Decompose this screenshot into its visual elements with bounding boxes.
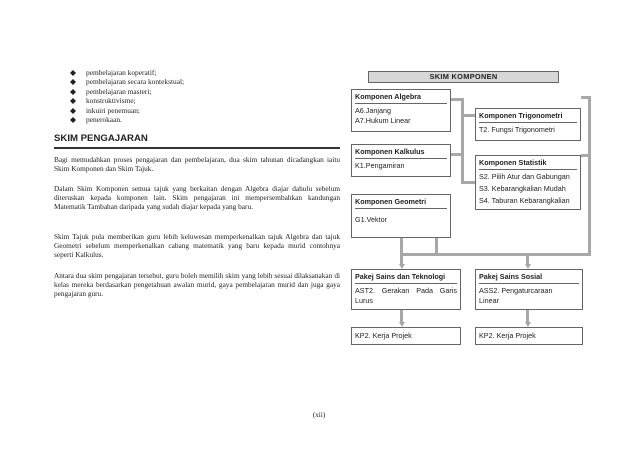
bullet-text: inkuiri penemuan; (86, 105, 140, 115)
bullet-text: pembelajaran koperatif; (86, 68, 157, 77)
diagram-title: SKIM KOMPONEN (368, 71, 559, 83)
paragraph-skim-tajuk: Skim Tajuk pula memberikan guru lebih keluwesan memperkenalkan tajuk Algebra dan tajuk Geometri sebelum memperkenalkan cabang matematik yang baru kepada murid contohnya seperti Kalkulus. (54, 232, 340, 260)
box-item: ASS2. Pengaturcaraan (479, 286, 553, 295)
box-item: A6.Janjang (355, 106, 391, 115)
box-item: S3. Kebarangkalian Mudah (479, 184, 566, 193)
box-title: Pakej Sains Sosial (479, 272, 543, 281)
connector-line (588, 96, 591, 254)
box-title: Komponen Statistik (479, 158, 547, 167)
box-pakej-sains-teknologi (351, 269, 461, 310)
paragraph-skim-komponen: Dalam Skim Komponen semua tajuk yang berkaitan dengan Algebra diajar dahulu sebelum diteruskan kepada komponen lain. Skim pengajaran ini mempersembahkan kandungan Matematik Tambahan daripada yang sudah diajar kepada yang baru. (54, 184, 340, 212)
box-title: Komponen Geometri (355, 197, 427, 206)
diamond-bullet-icon (70, 89, 76, 95)
bullet-item (62, 96, 332, 105)
item-word: Garis (439, 286, 457, 295)
paragraph-intro: Bagi memudahkan proses pengajaran dan pembelajaran, dua skim tahunan dicadangkan iaitu Skim Komponen dan Skim Tajuk. (54, 155, 340, 174)
box-komponen-kalkulus (351, 144, 451, 177)
box-item: Linear (479, 296, 499, 305)
box-title: Komponen Algebra (355, 92, 422, 101)
bullet-text: penerokaan. (86, 114, 122, 124)
bullet-item (62, 77, 332, 86)
box-komponen-algebra (351, 89, 451, 132)
bullet-item (62, 68, 332, 77)
connector-line (461, 181, 475, 184)
box-item: S2. Pilih Atur dan Gabungan (479, 172, 570, 181)
box-komponen-trigonometri (475, 108, 581, 141)
bullet-item (62, 106, 332, 115)
box-pakej-sains-sosial (475, 269, 583, 310)
diamond-bullet-icon (70, 98, 76, 104)
connector-line (461, 114, 475, 117)
box-kerja-projek-left (351, 327, 461, 345)
box-item: KP2. Kerja Projek (355, 331, 412, 340)
bullet-text: pembelajaran masteri; (86, 86, 152, 96)
box-item: S4. Taburan Kebarangkalian (479, 196, 570, 205)
page-number: (xii) (312, 410, 326, 419)
box-kerja-projek-right (475, 327, 583, 345)
connector-line (581, 154, 591, 157)
item-code: AST2. (355, 286, 375, 295)
diamond-bullet-icon (70, 70, 76, 76)
box-item: T2. Fungsi Trigonometri (479, 125, 555, 134)
section-heading: SKIM PENGAJARAN (54, 133, 340, 149)
box-title: Pakej Sains dan Teknologi (355, 272, 446, 281)
connector-line (451, 153, 463, 156)
connector-line (400, 253, 591, 256)
diamond-bullet-icon (70, 108, 76, 114)
bullet-item (62, 87, 332, 96)
box-title: Komponen Trigonometri (479, 111, 563, 120)
box-item (352, 284, 460, 296)
box-item: Lurus (355, 296, 373, 305)
box-komponen-geometri (351, 194, 451, 238)
box-title: Komponen Kalkulus (355, 147, 425, 156)
paragraph-choice: Antara dua skim pengajaran tersebut, guru boleh memilih skim yang lebih sesuai dilaksanakan di kelas mereka berdasarkan pengetahuan awalan murid, gaya pembelajaran murid dan juga gaya pengajaran guru. (54, 271, 340, 299)
connector-line (461, 98, 464, 183)
connector-line (581, 96, 591, 99)
box-komponen-statistik (475, 155, 581, 210)
diamond-bullet-icon (70, 79, 76, 85)
diamond-bullet-icon (70, 117, 76, 123)
bullet-text: pembelajaran secara kontekstual; (86, 77, 185, 87)
box-item: K1.Pengamiran (355, 161, 405, 170)
skim-komponen-diagram (340, 68, 595, 368)
item-word: Gerakan (381, 286, 410, 295)
item-word: Pada (416, 286, 433, 295)
box-item: A7.Hukum Linear (355, 116, 411, 125)
box-item: G1.Vektor (355, 215, 387, 224)
approach-bullet-list (62, 68, 332, 124)
box-item: KP2. Kerja Projek (479, 331, 536, 340)
bullet-text: konstruktivisme; (86, 96, 136, 106)
bullet-item (62, 115, 332, 124)
connector-line (400, 238, 403, 266)
